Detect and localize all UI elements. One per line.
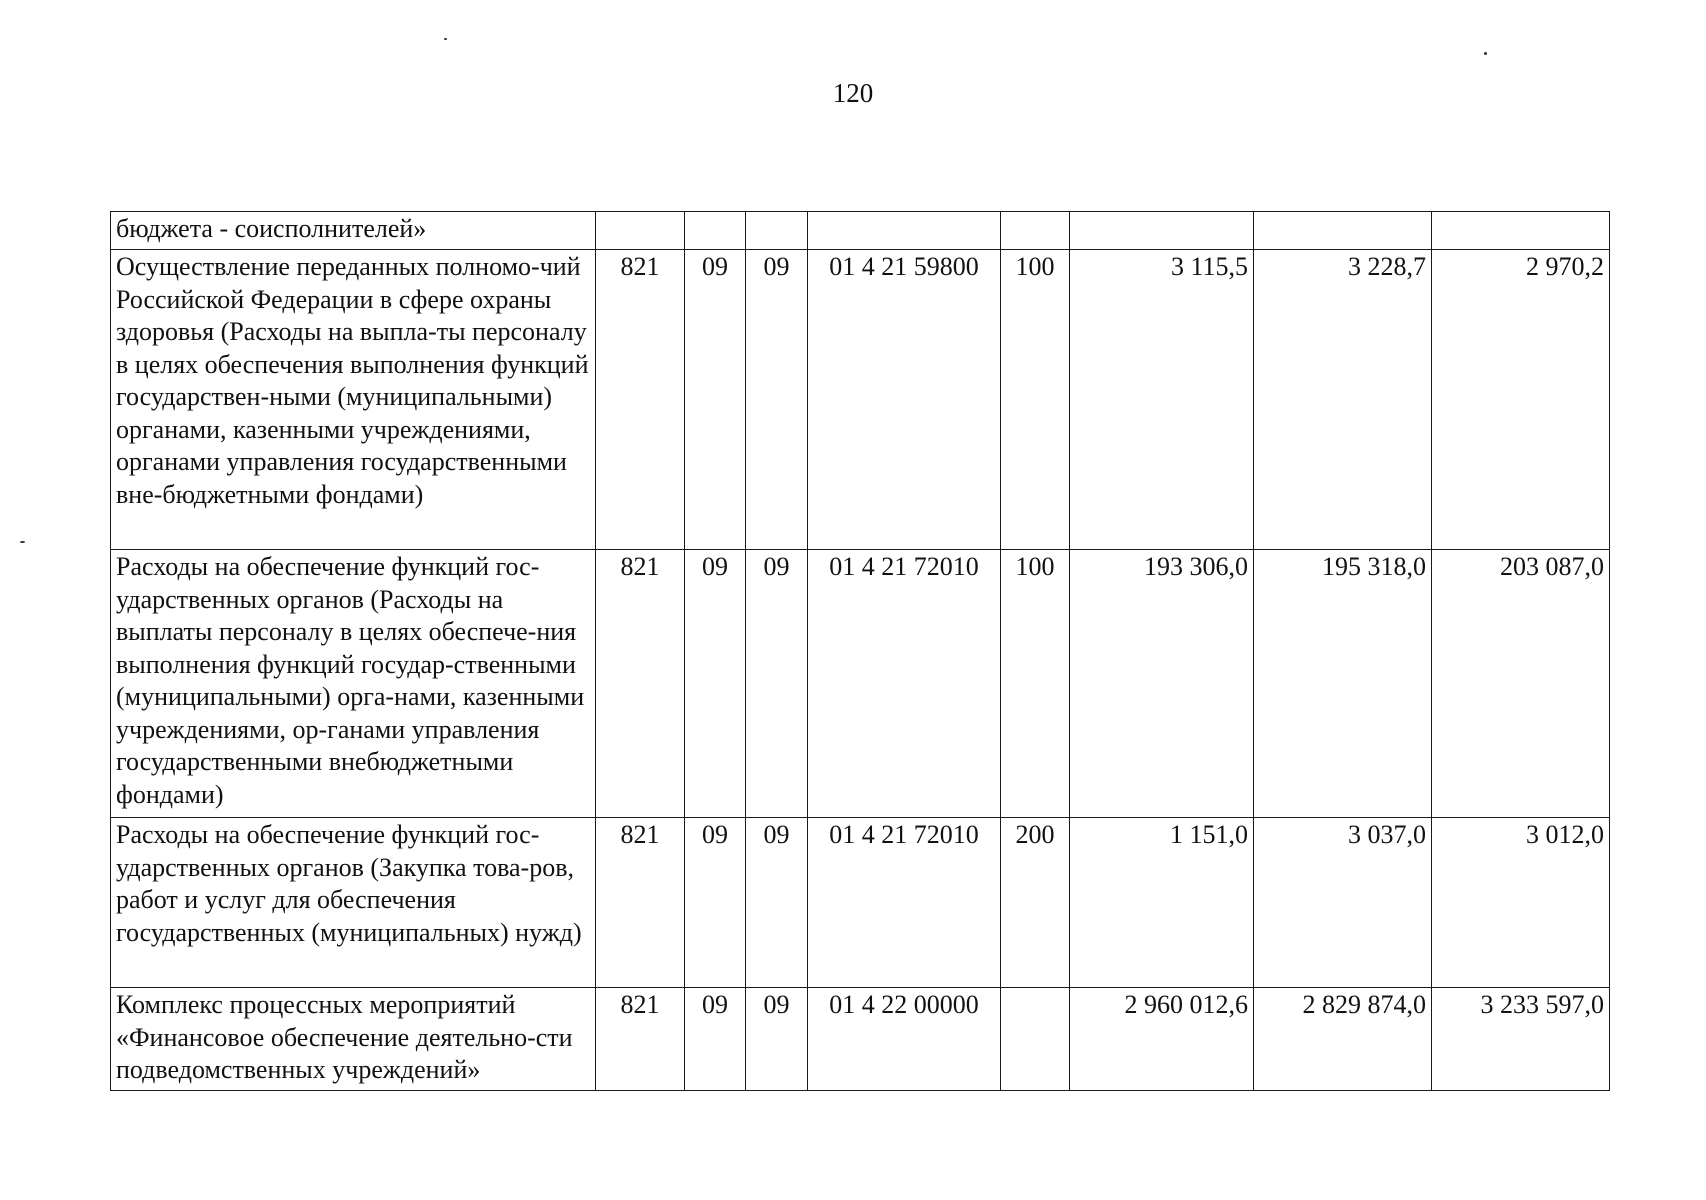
row-subsection: 09 — [746, 818, 808, 988]
row-grbs — [596, 212, 685, 250]
row-section: 09 — [685, 818, 746, 988]
row-name: Расходы на обеспечение функций гос-ударственных органов (Расходы на выплаты персоналу в целях обеспече-ния выполнения функций государ-ственными (муниципальными) орга-нами, казенными учреждениями, ор-ганами управления государственными внебюджетными фондами) — [111, 550, 596, 818]
row-grbs: 821 — [596, 818, 685, 988]
row-amount-year1: 1 151,0 — [1070, 818, 1254, 988]
row-amount-year2 — [1254, 212, 1432, 250]
row-amount-year2: 3 228,7 — [1254, 250, 1432, 550]
row-subsection: 09 — [746, 550, 808, 818]
scan-speck — [444, 38, 447, 40]
table-row — [111, 988, 1610, 1091]
scan-speck — [1484, 52, 1487, 55]
row-grbs: 821 — [596, 988, 685, 1091]
row-name: Комплекс процессных мероприятий «Финансовое обеспечение деятельно-сти подведомственных учреждений» — [111, 988, 596, 1091]
row-section — [685, 212, 746, 250]
row-target-article: 01 4 22 00000 — [808, 988, 1001, 1091]
table-row — [111, 818, 1610, 988]
row-section: 09 — [685, 988, 746, 1091]
row-amount-year2: 2 829 874,0 — [1254, 988, 1432, 1091]
row-target-article: 01 4 21 72010 — [808, 550, 1001, 818]
row-expense-type — [1001, 988, 1070, 1091]
row-subsection: 09 — [746, 988, 808, 1091]
row-amount-year3: 3 012,0 — [1432, 818, 1610, 988]
page-number: 120 — [832, 78, 874, 108]
row-target-article — [808, 212, 1001, 250]
row-expense-type: 100 — [1001, 550, 1070, 818]
row-amount-year3: 2 970,2 — [1432, 250, 1610, 550]
row-name: Осуществление переданных полномо-чий Российской Федерации в сфере охраны здоровья (Расходы на выпла-ты персоналу в целях обеспечения выполнения функций государствен-ными (муниципальными) органами, казенными учреждениями, органами управления государственными вне-бюджетными фондами) — [111, 250, 596, 550]
row-name: бюджета - соисполнителей» — [111, 212, 596, 250]
table-row — [111, 212, 1610, 250]
row-target-article: 01 4 21 72010 — [808, 818, 1001, 988]
row-grbs: 821 — [596, 550, 685, 818]
row-expense-type: 200 — [1001, 818, 1070, 988]
row-amount-year3 — [1432, 212, 1610, 250]
table-row — [111, 250, 1610, 550]
row-subsection: 09 — [746, 250, 808, 550]
row-grbs: 821 — [596, 250, 685, 550]
row-subsection — [746, 212, 808, 250]
row-amount-year2: 3 037,0 — [1254, 818, 1432, 988]
row-amount-year1: 3 115,5 — [1070, 250, 1254, 550]
row-section: 09 — [685, 250, 746, 550]
row-amount-year3: 203 087,0 — [1432, 550, 1610, 818]
scan-speck — [20, 541, 25, 543]
row-name: Расходы на обеспечение функций гос-ударственных органов (Закупка това-ров, работ и услуг для обеспечения государственных (муниципальных) нужд) — [111, 818, 596, 988]
row-amount-year3: 3 233 597,0 — [1432, 988, 1610, 1091]
row-section: 09 — [685, 550, 746, 818]
row-amount-year1: 193 306,0 — [1070, 550, 1254, 818]
row-amount-year1: 2 960 012,6 — [1070, 988, 1254, 1091]
row-expense-type: 100 — [1001, 250, 1070, 550]
table-row — [111, 550, 1610, 818]
row-amount-year1 — [1070, 212, 1254, 250]
row-expense-type — [1001, 212, 1070, 250]
budget-table — [110, 211, 1610, 1091]
row-amount-year2: 195 318,0 — [1254, 550, 1432, 818]
row-target-article: 01 4 21 59800 — [808, 250, 1001, 550]
